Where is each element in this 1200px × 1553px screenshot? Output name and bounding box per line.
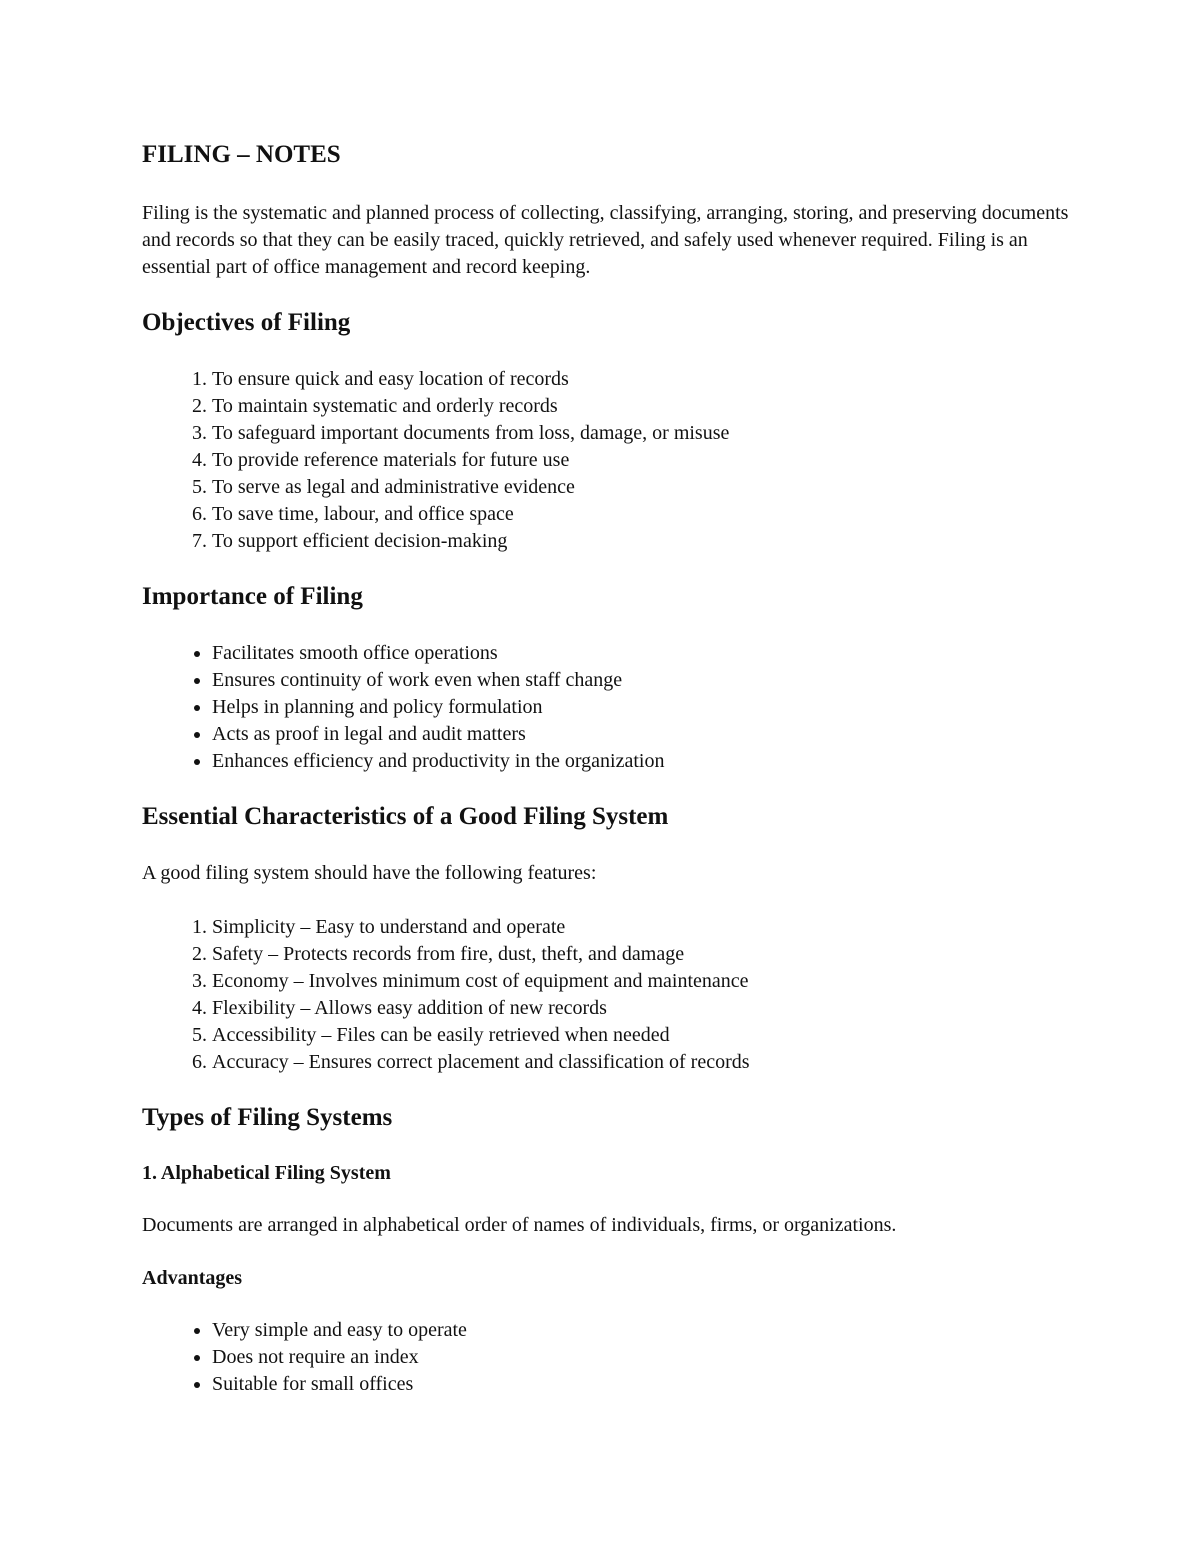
list-item: 6. To save time, labour, and office space [212,501,1092,528]
alphabetical-description: Documents are arranged in alphabetical order of names of individuals, firms, or organizations. [142,1214,897,1236]
importance-heading: Importance of Filing [142,583,363,610]
advantages-list [142,1317,1092,1398]
intro-paragraph: Filing is the systematic and planned process of collecting, classifying, arranging, storing, and preserving documents and records so that they can be easily traced, quickly retrieved, and safely used whenever required. Filing is an essential part of office management and record keeping. [142,202,1069,278]
list-item: 6. Accuracy – Ensures correct placement and classification of records [212,1049,1092,1076]
list-item: • Ensures continuity of work even when staff change [212,667,1092,694]
importance-list [142,640,1092,775]
list-item: 5. Accessibility – Files can be easily retrieved when needed [212,1022,1092,1049]
characteristics-heading: Essential Characteristics of a Good Filing System [142,803,669,830]
list-item: 2. Safety – Protects records from fire, dust, theft, and damage [212,941,1092,968]
document-page [142,140,1092,1425]
list-item: • Facilitates smooth office operations [212,640,1092,667]
list-item: 4. Flexibility – Allows easy addition of new records [212,995,1092,1022]
list-item: • Very simple and easy to operate [212,1317,1092,1344]
list-item: 3. To safeguard important documents from loss, damage, or misuse [212,420,1092,447]
list-item: 3. Economy – Involves minimum cost of equipment and maintenance [212,968,1092,995]
document-title: FILING – NOTES [142,141,341,168]
list-item: • Does not require an index [212,1344,1092,1371]
objectives-list [142,366,1092,555]
list-item: 4. To provide reference materials for future use [212,447,1092,474]
list-item: 7. To support efficient decision-making [212,528,1092,555]
list-item: 2. To maintain systematic and orderly records [212,393,1092,420]
characteristics-list [142,914,1092,1076]
list-item: • Helps in planning and policy formulation [212,694,1092,721]
advantages-heading: Advantages [142,1267,243,1289]
list-item: 5. To serve as legal and administrative evidence [212,474,1092,501]
types-heading: Types of Filing Systems [142,1104,393,1131]
list-item: 1. To ensure quick and easy location of records [212,366,1092,393]
objectives-heading: Objectives of Filing [142,309,351,336]
list-item: • Suitable for small offices [212,1371,1092,1398]
list-item: • Acts as proof in legal and audit matters [212,721,1092,748]
alphabetical-heading: 1. Alphabetical Filing System [142,1162,391,1184]
list-item: • Enhances efficiency and productivity in the organization [212,748,1092,775]
list-item: 1. Simplicity – Easy to understand and operate [212,914,1092,941]
characteristics-intro: A good filing system should have the following features: [142,862,597,884]
